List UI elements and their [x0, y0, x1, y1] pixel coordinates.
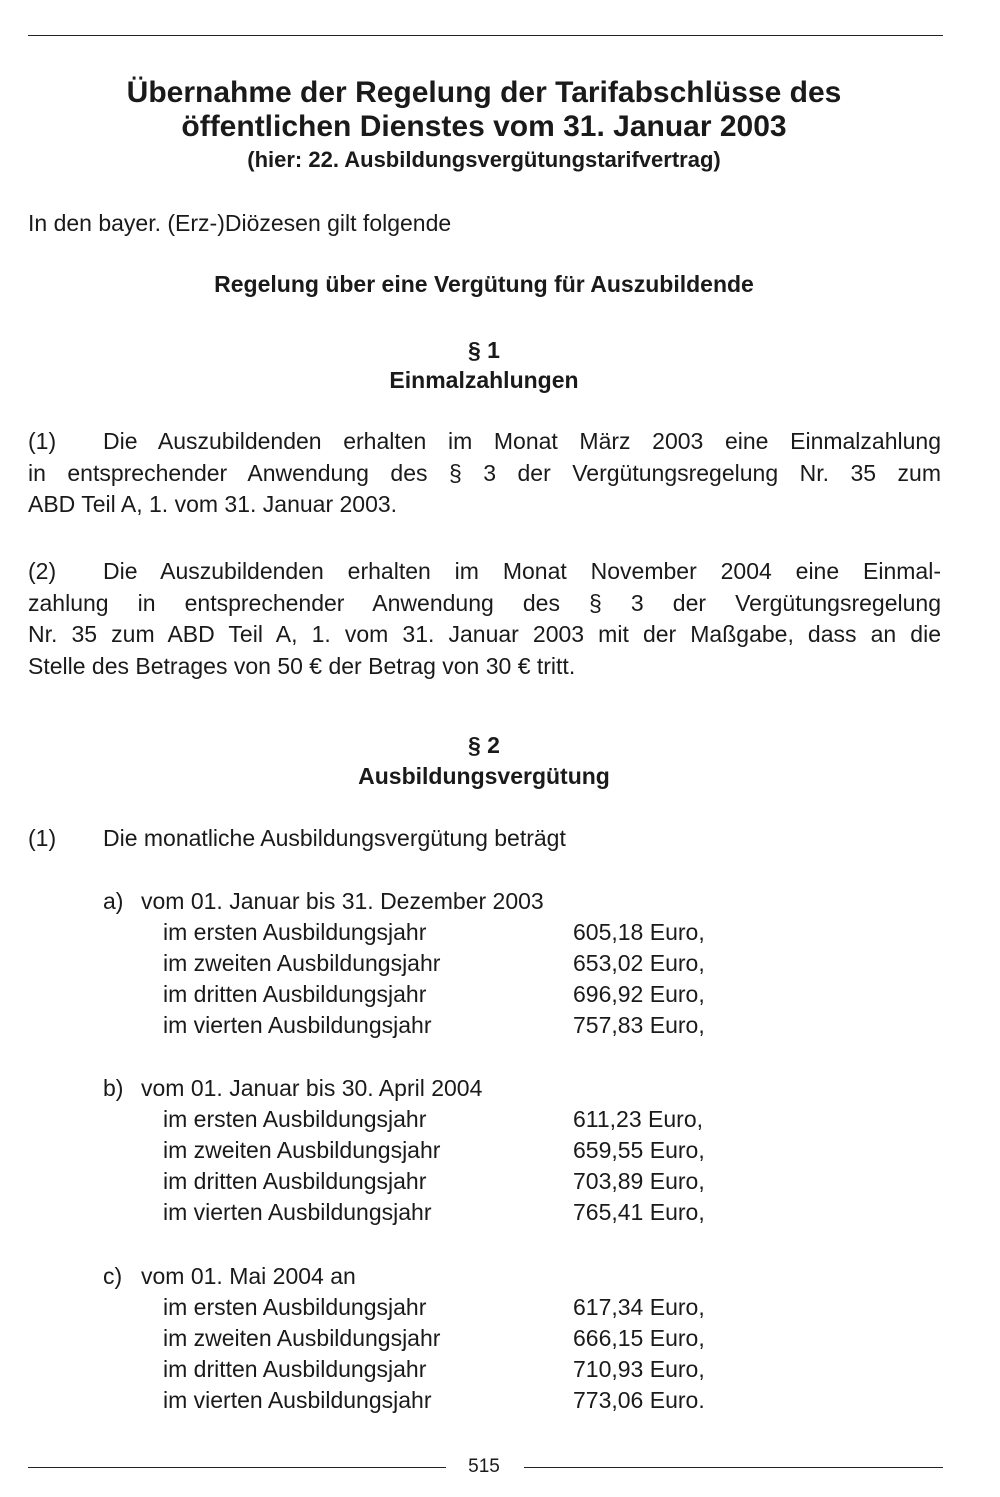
rate-row [103, 1323, 803, 1354]
rate-label: im ersten Ausbildungsjahr [163, 919, 427, 945]
rate-row [103, 979, 803, 1010]
rate-amount: 653,02 Euro, [573, 950, 705, 976]
paragraph-line: Die Auszubildenden erhalten im Monat März 2003 eine Einmalzahlung [103, 428, 941, 454]
rate-label: im dritten Ausbildungsjahr [163, 1356, 427, 1382]
footer-rule-left [28, 1467, 446, 1468]
rate-row [103, 1166, 803, 1197]
paragraph-text: Die monatliche Ausbildungsvergütung beträgt [103, 825, 566, 851]
rate-row [103, 948, 803, 979]
rate-amount: 773,06 Euro. [573, 1387, 705, 1413]
paragraph-line: Nr. 35 zum ABD Teil A, 1. vom 31. Januar 2003 mit der Maßgabe, dass an die [28, 621, 941, 647]
section-2-symbol: § 2 [468, 732, 500, 758]
rate-row [103, 1385, 803, 1416]
rate-label: im dritten Ausbildungsjahr [163, 981, 427, 1007]
rate-label: im zweiten Ausbildungsjahr [163, 950, 441, 976]
section-1-symbol: § 1 [468, 337, 500, 363]
rate-amount: 666,15 Euro, [573, 1325, 705, 1351]
rate-row [103, 1104, 803, 1135]
section-2-title: Ausbildungsvergütung [358, 763, 610, 789]
paragraph-number: (1) [28, 825, 57, 851]
group-letter: a) [103, 888, 124, 914]
rate-amount: 703,89 Euro, [573, 1168, 705, 1194]
rate-label: im vierten Ausbildungsjahr [163, 1199, 432, 1225]
rate-label: im zweiten Ausbildungsjahr [163, 1325, 441, 1351]
top-rule [28, 35, 943, 36]
rate-row [103, 917, 803, 948]
group-period: vom 01. Januar bis 30. April 2004 [141, 1075, 483, 1101]
rate-amount: 617,34 Euro, [573, 1294, 705, 1320]
paragraph-line: Die Auszubildenden erhalten im Monat November 2004 eine Einmal- [103, 558, 941, 584]
rate-amount: 605,18 Euro, [573, 919, 705, 945]
paragraph-line: zahlung in entsprechender Anwendung des § 3 der Vergütungsregelung [28, 589, 941, 616]
regulation-heading: Regelung über eine Vergütung für Auszubildende [214, 271, 754, 297]
rate-row [103, 1354, 803, 1385]
paragraph-number: (1) [28, 428, 57, 454]
rate-label: im ersten Ausbildungsjahr [163, 1294, 427, 1320]
group-period: vom 01. Mai 2004 an [141, 1263, 356, 1289]
title-line-1: Übernahme der Regelung der Tarifabschlüsse des [126, 76, 842, 109]
rate-label: im vierten Ausbildungsjahr [163, 1387, 432, 1413]
rate-amount: 659,55 Euro, [573, 1137, 705, 1163]
paragraph-line: in entsprechender Anwendung des § 3 der Vergütungsregelung Nr. 35 zum [28, 459, 941, 486]
page-number: 515 [468, 1456, 500, 1477]
rate-group-a [103, 886, 803, 1041]
footer-rule-right [524, 1467, 943, 1468]
intro-text: In den bayer. (Erz-)Diözesen gilt folgende [28, 210, 452, 236]
section-1-paragraph-1 [28, 426, 941, 521]
rate-amount: 765,41 Euro, [573, 1199, 705, 1225]
document-title [0, 76, 968, 144]
rate-amount: 696,92 Euro, [573, 981, 705, 1007]
rate-label: im dritten Ausbildungsjahr [163, 1168, 427, 1194]
rate-label: im vierten Ausbildungsjahr [163, 1012, 432, 1038]
paragraph-line: ABD Teil A, 1. vom 31. Januar 2003. [28, 491, 398, 517]
rate-row [103, 1197, 803, 1228]
section-1-title: Einmalzahlungen [389, 367, 579, 393]
rate-group-b [103, 1073, 803, 1228]
paragraph-number: (2) [28, 558, 57, 584]
rate-amount: 611,23 Euro, [573, 1106, 704, 1132]
rate-label: im ersten Ausbildungsjahr [163, 1106, 427, 1132]
document-subtitle: (hier: 22. Ausbildungsvergütungstarifvertrag) [247, 147, 721, 172]
rate-group-c [103, 1261, 803, 1416]
group-period: vom 01. Januar bis 31. Dezember 2003 [141, 888, 544, 914]
rate-row [103, 1135, 803, 1166]
rate-row [103, 1292, 803, 1323]
paragraph-line: Stelle des Betrages von 50 € der Betrag von 30 € tritt. [28, 652, 576, 679]
rate-label: im zweiten Ausbildungsjahr [163, 1137, 441, 1163]
rate-amount: 757,83 Euro, [573, 1012, 705, 1038]
group-letter: c) [103, 1263, 123, 1289]
section-2-paragraph-1 [28, 824, 566, 852]
group-letter: b) [103, 1075, 124, 1101]
title-line-2: öffentlichen Dienstes vom 31. Januar 2003 [181, 110, 787, 143]
rate-amount: 710,93 Euro, [573, 1356, 705, 1382]
section-1-paragraph-2 [28, 556, 941, 682]
rate-row [103, 1010, 803, 1041]
